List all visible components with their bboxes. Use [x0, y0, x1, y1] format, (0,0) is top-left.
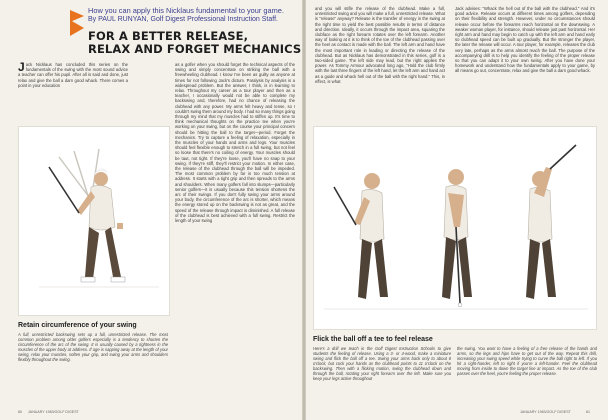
golfer-illustration	[19, 127, 170, 316]
headline	[88, 30, 303, 56]
article-column-2	[175, 62, 295, 404]
column-3-text: and you will stifle the release of the clubhead. Make a full, unrestricted swing and you will make a full, unrestricted release. What is "release" anyway? Release is the transfer of energy in the swing at the right time to yield the best possible results in terms of distance and direction. Ideally, it occurs through the impact area, squaring the clubface as the right forearm rotates over the left forearm. Another way of looking at it is to think of the toe of the clubhead passing over the heel as contact is made with the ball. The left arm and hand have the most important role in leading or directing the release of the clubhead. But as Nicklaus has demonstrated in this series, golf is a two-sided game. The left side may lead, but the right applies the power. As Tommy Armour advocated long ago, "Hold the club firmly with the last three fingers of the left hand, let the left arm and hand act as a guide and whack hell out of the ball with the right hand." This, in effect, is what	[315, 6, 445, 84]
right-folio: JANUARY 1983/GOLF DIGEST	[520, 410, 571, 414]
page-gutter	[302, 0, 306, 420]
column-2-text: as a golfer when you should forget the technical aspects of the swing and simply concentrate on striking the ball with a freewheeling clubhead. I know I've been as guilty as anyone at times for not following Jack's dictum. Paralysis by analysis is a widespread problem. But the answer, I think, is in learning to relax. Throughout my career as a tour player and then as a teacher, I occasionally would not be able to complete my backswing and, therefore, had no chance of releasing the clubhead with any power. My arms felt heavy and tense, so I couldn't swing them around my body. I had so many things going through my mind that my muscles had to stiffen up. It's time to think mechanical thoughts on the practice tee when you're working on your swing, but on the course your principal concern should be hitting the ball to the target—period. Forget the mechanics. Try to capture a feeling of relaxation, especially in the muscles of your hands and arms and legs. Your muscles should feel flexible enough to stretch in a full swing, but not feel so loose that there's no coiling of energy. Your muscles should be taut, not tight. If they're loose, you'll have no snap to your swing. If they're stiff, they'll restrict your motion. In either case, the release of the clubhead through the ball will be impeded. The most common problem by far is too much tension at address. It starts with a tight grip and then spreads to the arms and shoulders. When many golfers fall into slumps—particularly senior golfers—it is usually because this tension shortens the arc of their swings. If you don't fully swing your arms around your body, the circumference of the arc is shorter, which means the energy stored up on the backswing is not as great, and the speed of the release through impact is diminished. A full release of the clubhead is best achieved with a full swing. Restrict the length of your swing	[175, 62, 295, 224]
orange-chevron-icon	[70, 20, 84, 36]
left-caption-title: Retain circumference of your swing	[18, 322, 137, 329]
left-folio: JANUARY 1983/GOLF DIGEST	[28, 410, 79, 414]
column-4-text: Jack advises: "Whack the hell out of the ball with the clubhead." And it's good advice. Release occurs at different times among golfers, depending on their flexibility and strength. However, under no circumstances should release occur before the forearms reach horizontal on the downswing. A weaker woman player, for instance, should release just past horizontal. Her right arm and hand may begin to catch up with the left arm and hand early so clubhead speed can be built up gradually. But the stronger the player, the later the release will occur. A tour player, for example, releases the club very late, perhaps as the arms almost reach the ball. The purpose of the accompanying drill is to help you identify the feeling of the proper release so that you can adapt it to your own swing. After you have done your homework and understand how the fundamentals apply to your game, by all means go out, concentrate, relax and give the ball a darn good whack.	[455, 6, 595, 74]
right-page-number: 61	[586, 410, 590, 414]
article-column-3	[315, 6, 445, 124]
three-golfers-illustration	[314, 127, 597, 330]
deck-text: How you can apply this Nicklaus fundamental to your game.	[88, 6, 284, 15]
headline-line-2: RELAX AND FORGET MECHANICS	[88, 42, 302, 56]
release-drill-photo	[313, 126, 597, 330]
golfer-swing-photo	[18, 126, 170, 316]
article-column-4	[455, 6, 595, 124]
article-column-1	[18, 62, 128, 134]
left-page-number: 60	[18, 410, 22, 414]
byline: By PAUL RUNYAN, Golf Digest Professional Instruction Staff.	[88, 16, 278, 23]
lead-paragraph: Jack Nicklaus has concluded this series on the fundamentals of the swing with the most sound advice a teacher can offer his pupil. After all is said and done, just relax and give the ball a darn good whack. There comes a point in your education	[18, 62, 128, 88]
left-caption-text: A full, unrestricted backswing sets up a full, unrestricted release. The most common problem among older golfers especially is a tendency to shorten the circumference of the arc of the swing. It is usually caused by a tightness in the muscles of the upper body at address. If age is sapping away at the length of your swing, relax your muscles, soften your grip, and swing your arms and shoulders flexibly throughout the swing.	[18, 332, 168, 362]
right-caption-text-left: Here's a drill we teach in the Golf Digest Instruction Schools to give students the feeling of release. Using a 3- or 4-wood, make a miniature swing and flick the ball off a tee. Swing your arms back only to about 8 o'clock, but cock your hands as the clubhead points to 11 o'clock on the backswing. Then with a flicking motion, swing the clubhead down and through the ball, rotating your right forearm over the left. Make sure you keep your legs active throughout	[313, 346, 451, 381]
right-caption-title: Flick the ball off a tee to feel release	[313, 336, 433, 343]
headline-line-1: FOR A BETTER RELEASE,	[88, 29, 249, 43]
right-caption-text-right: the swing. You want to have a feeling of a free release of the hands and arms, so the legs and hips have to get out of the way. Repeat this drill, increasing your swing speed while trying to curve the ball right to left. If you hit a right-hander, left to right if you're a left-hander. Feel the clubhead moving from inside to down the target line at impact. As the toe of the club passes over the heel, you're feeling the proper release.	[457, 346, 597, 376]
